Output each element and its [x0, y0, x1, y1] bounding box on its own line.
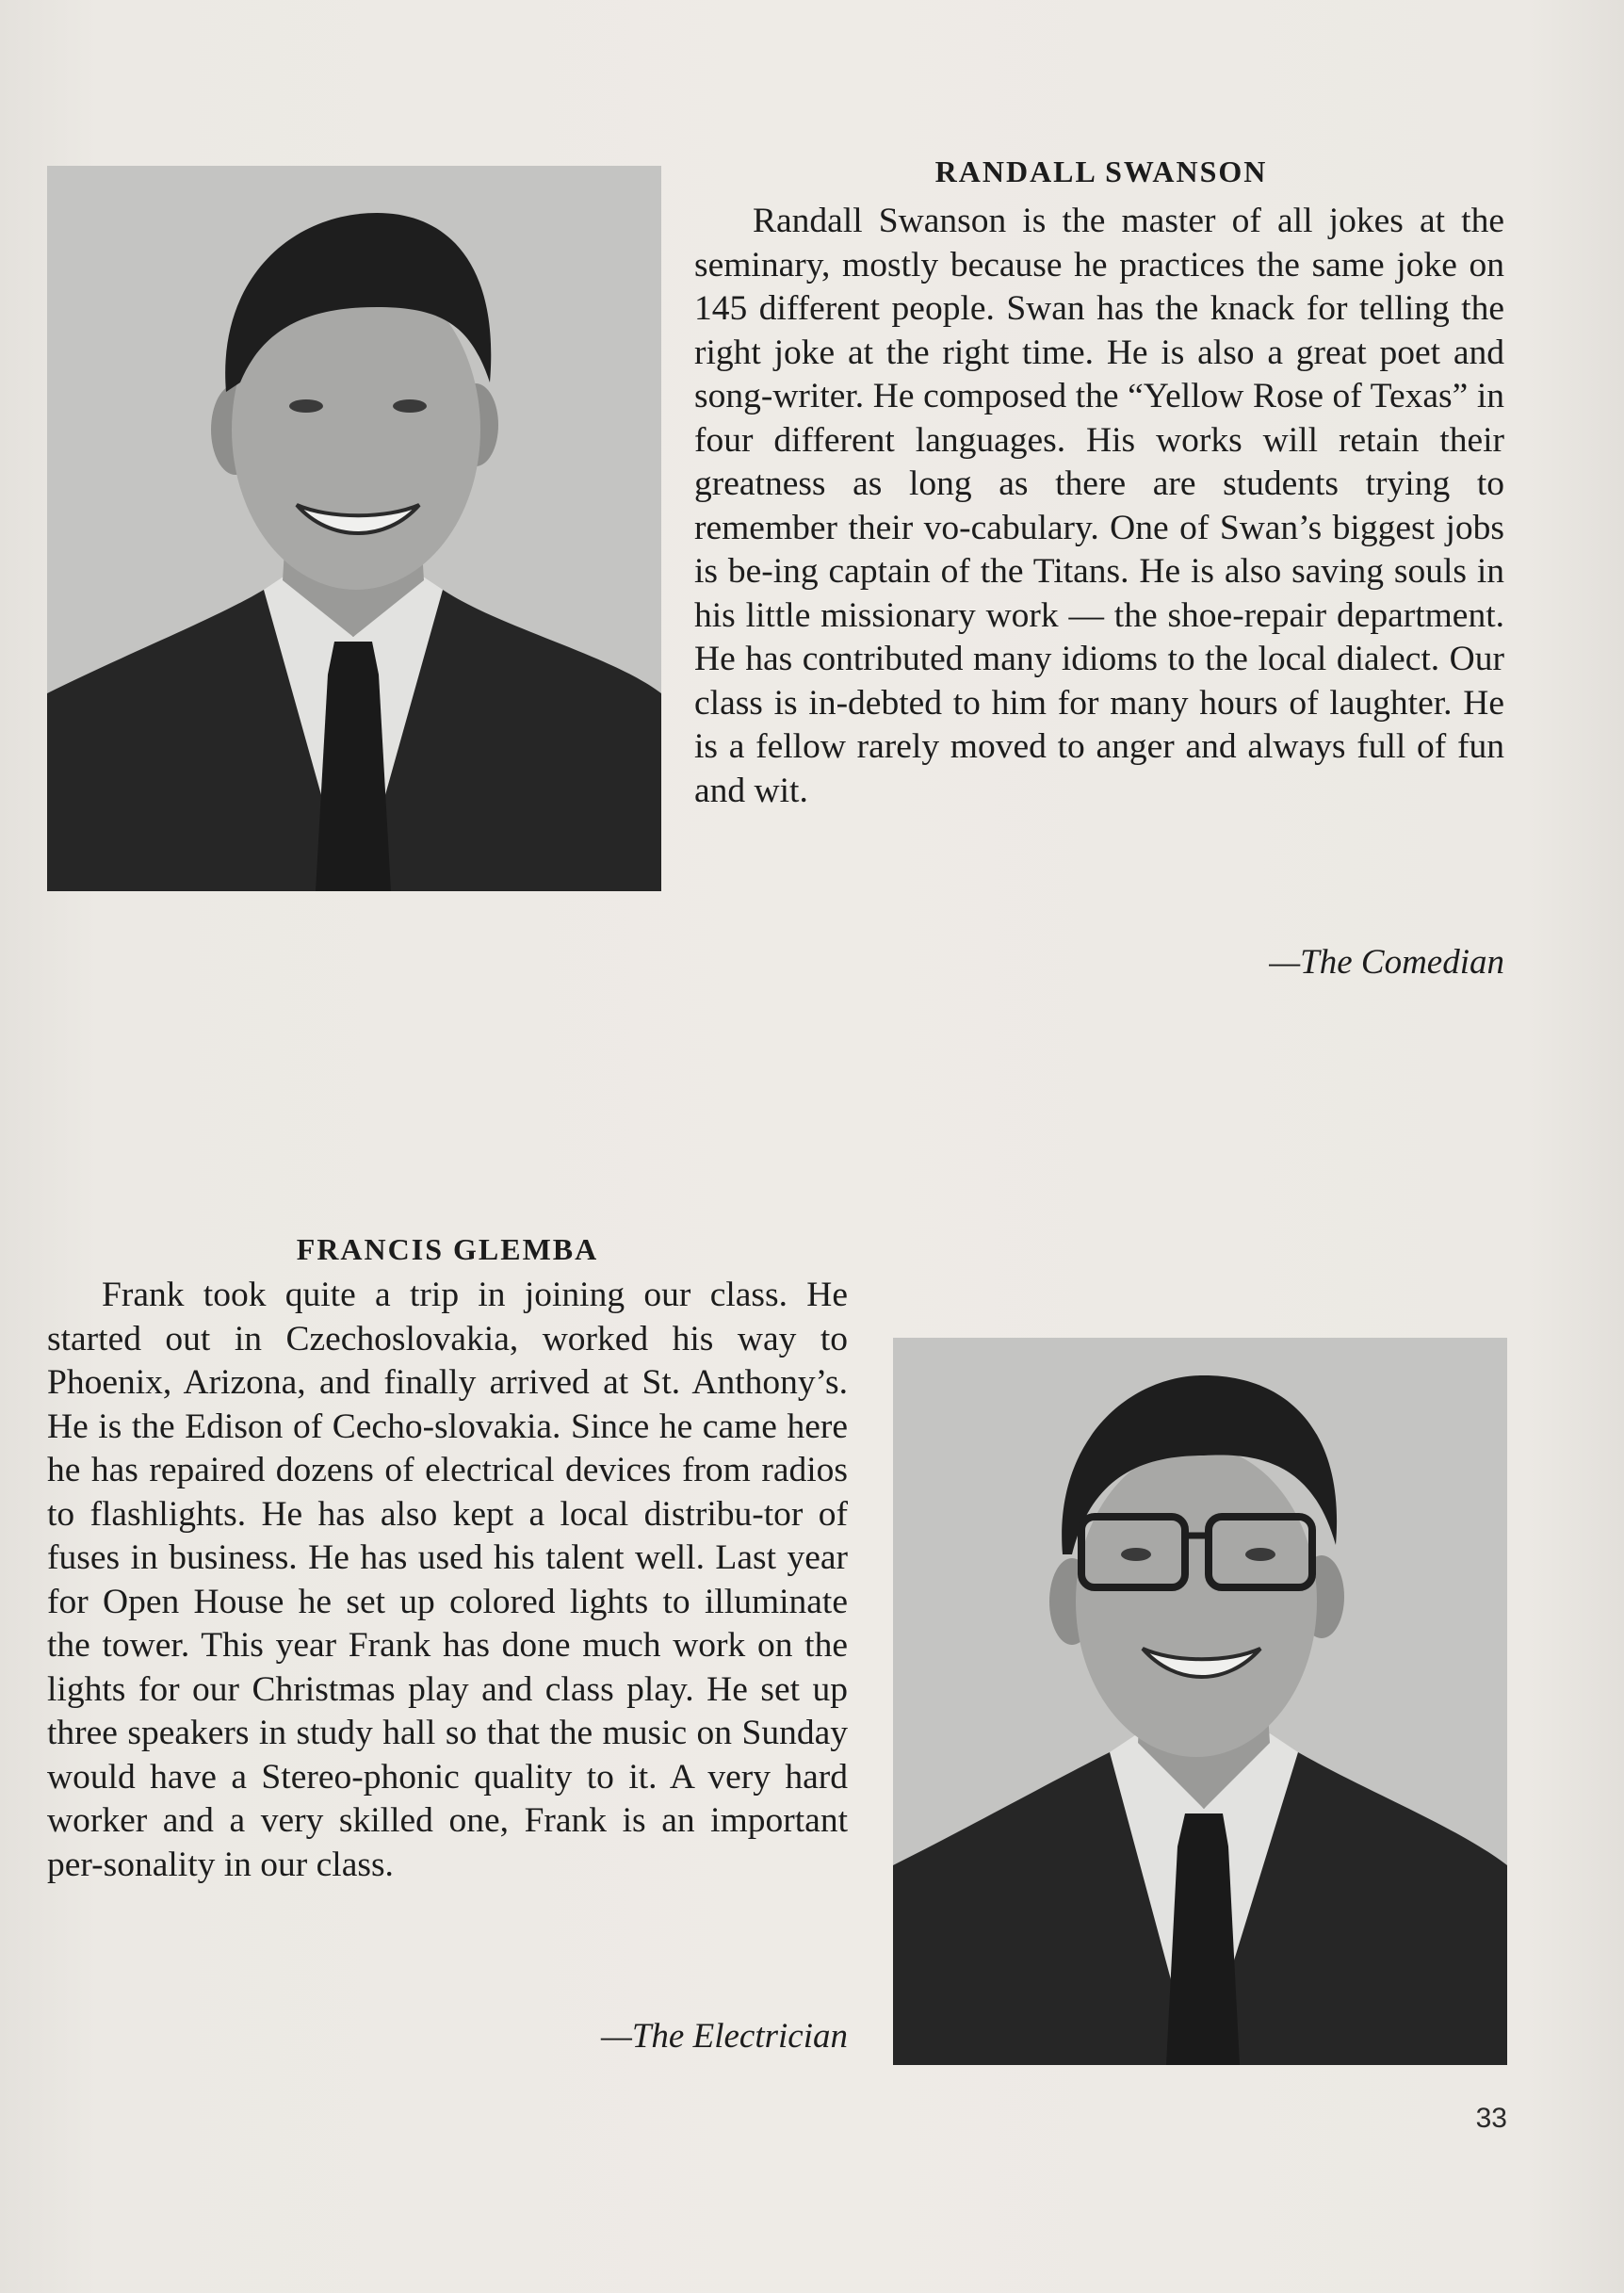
profile-bio: Randall Swanson is the master of all jokes at the seminary, mostly because he practices the same joke on 145 different people. Swan has the knack for telling the right joke at the right time. He is also a great poet and song-writer. He composed the “Yellow Rose of Texas” in four different languages. His works will retain their greatness as long as there are students trying to remember their vo-cabulary. One of Swan’s biggest jobs is be-ing captain of the Titans. He is also saving souls in his little missionary work — the shoe-repair department. He has contributed many idioms to the local dialect. Our class is in-debted to him for many hours of laughter. He is a fellow rarely moved to anger and always full of fun and wit.	[694, 202, 1504, 810]
page-number: 33	[1475, 2103, 1507, 2134]
portrait-photo-randall-swanson	[47, 166, 661, 891]
profile-name: FRANCIS GLEMBA	[296, 1232, 599, 1266]
profile-signature: —The Electrician	[600, 2017, 848, 2056]
portrait-photo-francis-glemba	[893, 1338, 1507, 2065]
profile-signature: —The Comedian	[1269, 943, 1504, 982]
profile-bio: Frank took quite a trip in joining our class. He started out in Czechoslovakia, worked his way to Phoenix, Arizona, and finally arrived at St. Anthony’s. He is the Edison of Cecho-slovakia. Since he came here he has repaired dozens of electrical devices from radios to flashlights. He has also kept a local distribu-tor of fuses in business. He has used his talent well. Last year for Open House he set up colored lights to illuminate the tower. This year Frank has done much work on the lights for our Christmas play and class play. He set up three speakers in study hall so that the music on Sunday would have a Stereo-phonic quality to it. A very hard worker and a very skilled one, Frank is an important per-sonality in our class.	[47, 1276, 848, 1884]
profile-name: RANDALL SWANSON	[934, 154, 1268, 188]
